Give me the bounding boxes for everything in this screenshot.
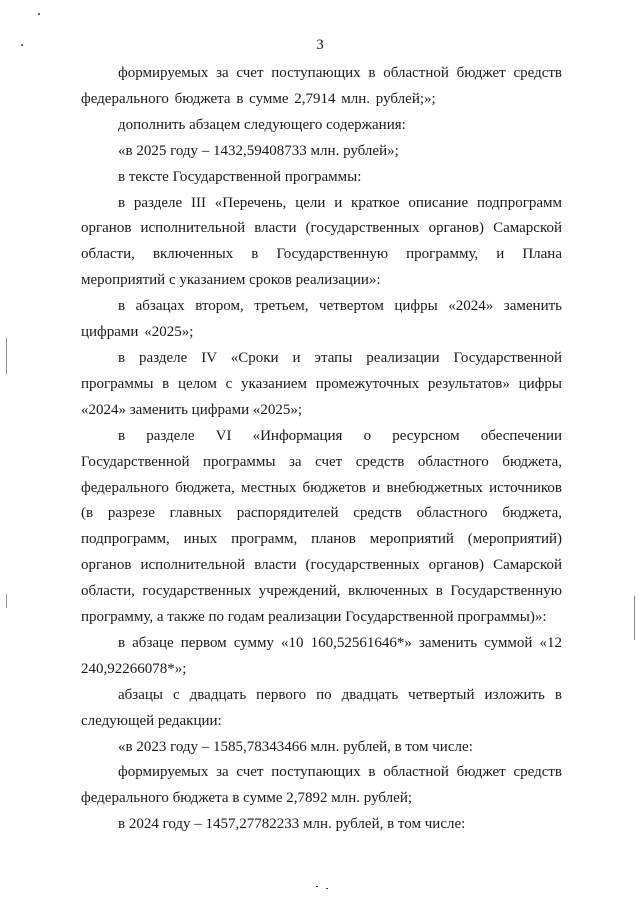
paragraph-2025-amount: «в 2025 году – 1432,59408733 млн. рублей»; [118,142,399,159]
scan-edge-mark [6,338,7,374]
scan-edge-mark [634,596,635,640]
paragraph-section-iii: в разделе III «Перечень, цели и краткое описание подпрограмм органов исполнительной власти (государственных органов) Самарской области, включенных в Государственную программу, и Плана мероприятий с указанием сроков реализации»: [81,194,562,289]
document-body [81,61,562,838]
paragraph-replace-sum: в абзаце первом сумму «10 160,52561646*» заменить суммой «12 240,92266078*»; [81,634,562,677]
paragraph-section-vi: в разделе VI «Информация о ресурсном обеспечении Государственной программы за счет средств областного бюджета, федерального бюджета, местных бюджетов и внебюджетных источников (в разрезе главных распорядителей средств областного бюджета, подпрограмм, иных программ, планов мероприятий (мероприятий) органов исполнительной власти (государственных органов) Самарской области, государственных учреждений, включенных в Государственную программу, а также по годам реализации Государственной программы)»: [81,427,562,626]
paragraph-2023-amount: «в 2023 году – 1585,78343466 млн. рублей, в том числе: [118,738,473,755]
scan-speck [38,13,40,15]
paragraph-add-clause: дополнить абзацем следующего содержания: [118,116,406,133]
scan-speck [316,886,318,887]
paragraph-section-iv: в разделе IV «Сроки и этапы реализации Государственной программы в целом с указанием промежуточных результатов» цифры «2024» заменить цифрами «2025»; [81,349,562,418]
scan-edge-mark [6,594,7,608]
paragraph-federal-funds-2023: формируемых за счет поступающих в областной бюджет средств федерального бюджета в сумме 2,7892 млн. рублей; [81,764,562,807]
paragraph-2024-amount: в 2024 году – 1457,27782233 млн. рублей, в том числе: [118,816,466,833]
paragraph-section-iii-digits: в абзацах втором, третьем, четвертом цифры «2024» заменить цифрами «2025»; [81,298,562,341]
paragraph-restate-clauses: абзацы с двадцать первого по двадцать четвертый изложить в следующей редакции: [81,686,562,729]
page-number: 3 [316,37,324,53]
paragraph-federal-funds-2025: формируемых за счет поступающих в областной бюджет средств федерального бюджета в сумме 2,7914 млн. рублей;»; [81,65,562,107]
scan-speck [326,888,328,889]
paragraph-program-text: в тексте Государственной программы: [118,168,362,185]
